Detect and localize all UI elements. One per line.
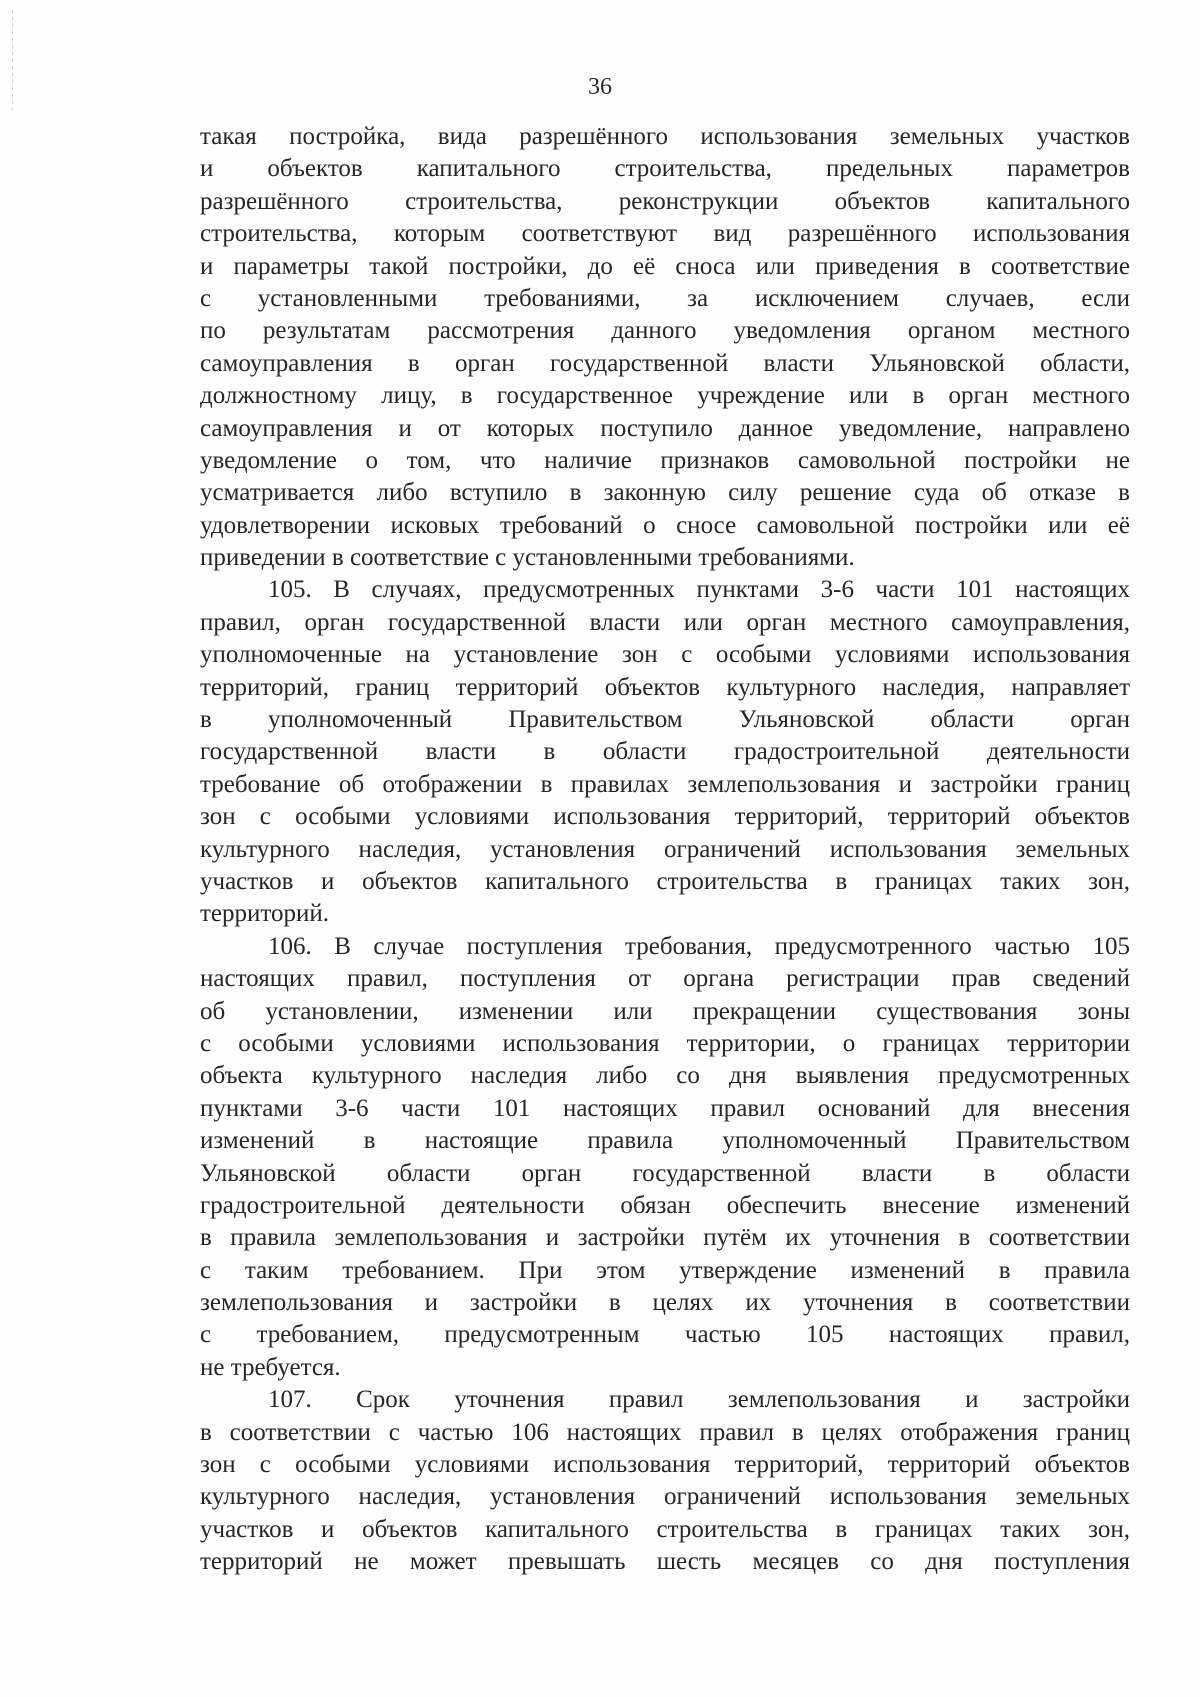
text-line: зон с особыми условиями использования территорий, территорий объектов xyxy=(200,803,1130,831)
text-line: объекта культурного наследия либо со дня выявления предусмотренных xyxy=(200,1062,1130,1090)
text-line: приведении в соответствие с установленными требованиями. xyxy=(200,544,855,572)
text-line: 106. В случае поступления требования, предусмотренного частью 105 xyxy=(268,932,1130,960)
text-line: такая постройка, вида разрешённого использования земельных участков xyxy=(200,123,1130,150)
text-line: территорий. xyxy=(200,900,330,928)
text-line: участков и объектов капитального строительства в границах таких зон, xyxy=(200,867,1130,895)
text-line: государственной власти в области градостроительной деятельности xyxy=(200,738,1130,766)
text-line: разрешённого строительства, реконструкции объектов капитального xyxy=(200,187,1130,215)
text-line: уполномоченные на установление зон с особыми условиями использования xyxy=(200,641,1130,669)
text-line: и параметры такой постройки, до её сноса или приведения в соответствие xyxy=(200,252,1130,280)
text-line: 105. В случаях, предусмотренных пунктами 3-6 части 101 настоящих xyxy=(268,576,1130,604)
document-body xyxy=(200,121,1130,1579)
text-line: Ульяновской области орган государственной власти в области xyxy=(200,1159,1130,1187)
text-line: удовлетворении исковых требований о сносе самовольной постройки или её xyxy=(200,511,1130,539)
text-line: с требованием, предусмотренным частью 105 настоящих правил, xyxy=(200,1321,1130,1349)
text-line: градостроительной деятельности обязан обеспечить внесение изменений xyxy=(200,1191,1130,1219)
text-line: изменений в настоящие правила уполномоченный Правительством xyxy=(200,1127,1130,1155)
text-line: и объектов капитального строительства, предельных параметров xyxy=(200,155,1130,183)
text-line: уведомление о том, что наличие признаков самовольной постройки не xyxy=(200,446,1130,474)
text-line: с особыми условиями использования территории, о границах территории xyxy=(200,1029,1130,1057)
text-line: в соответствии с частью 106 настоящих правил в целях отображения границ xyxy=(200,1418,1130,1446)
text-line: с таким требованием. При этом утверждение изменений в правила xyxy=(200,1256,1130,1284)
text-line: правил, орган государственной власти или орган местного самоуправления, xyxy=(200,608,1130,636)
text-line: требование об отображении в правилах землепользования и застройки границ xyxy=(200,770,1130,798)
text-line: в уполномоченный Правительством Ульяновской области орган xyxy=(200,706,1130,734)
text-line: участков и объектов капитального строительства в границах таких зон, xyxy=(200,1515,1130,1543)
text-line: по результатам рассмотрения данного уведомления органом местного xyxy=(200,317,1130,345)
text-line: культурного наследия, установления ограничений использования земельных xyxy=(200,1483,1130,1511)
text-line: настоящих правил, поступления от органа регистрации прав сведений xyxy=(200,965,1130,993)
text-line: самоуправления в орган государственной власти Ульяновской области, xyxy=(200,349,1130,377)
text-line: строительства, которым соответствуют вид разрешённого использования xyxy=(200,220,1130,248)
text-line: зон с особыми условиями использования территорий, территорий объектов xyxy=(200,1451,1130,1479)
text-line: самоуправления и от которых поступило данное уведомление, направлено xyxy=(200,414,1130,442)
text-line: территорий не может превышать шесть месяцев со дня поступления xyxy=(200,1548,1130,1576)
text-line: землепользования и застройки в целях их уточнения в соответствии xyxy=(200,1289,1130,1317)
text-line: не требуется. xyxy=(200,1353,341,1381)
text-line: должностному лицу, в государственное учреждение или в орган местного xyxy=(200,382,1130,410)
text-line: территорий, границ территорий объектов культурного наследия, направляет xyxy=(200,673,1130,701)
text-line: об установлении, изменении или прекращении существования зоны xyxy=(200,997,1130,1025)
text-line: с установленными требованиями, за исключением случаев, если xyxy=(200,284,1130,312)
text-line: 107. Срок уточнения правил землепользования и застройки xyxy=(268,1386,1130,1414)
page-number: 36 xyxy=(588,74,612,100)
text-line: в правила землепользования и застройки путём их уточнения в соответствии xyxy=(200,1224,1130,1252)
text-line: культурного наследия, установления ограничений использования земельных xyxy=(200,835,1130,863)
text-line: пунктами 3-6 части 101 настоящих правил оснований для внесения xyxy=(200,1094,1130,1122)
text-line: усматривается либо вступило в законную силу решение суда об отказе в xyxy=(200,479,1130,507)
